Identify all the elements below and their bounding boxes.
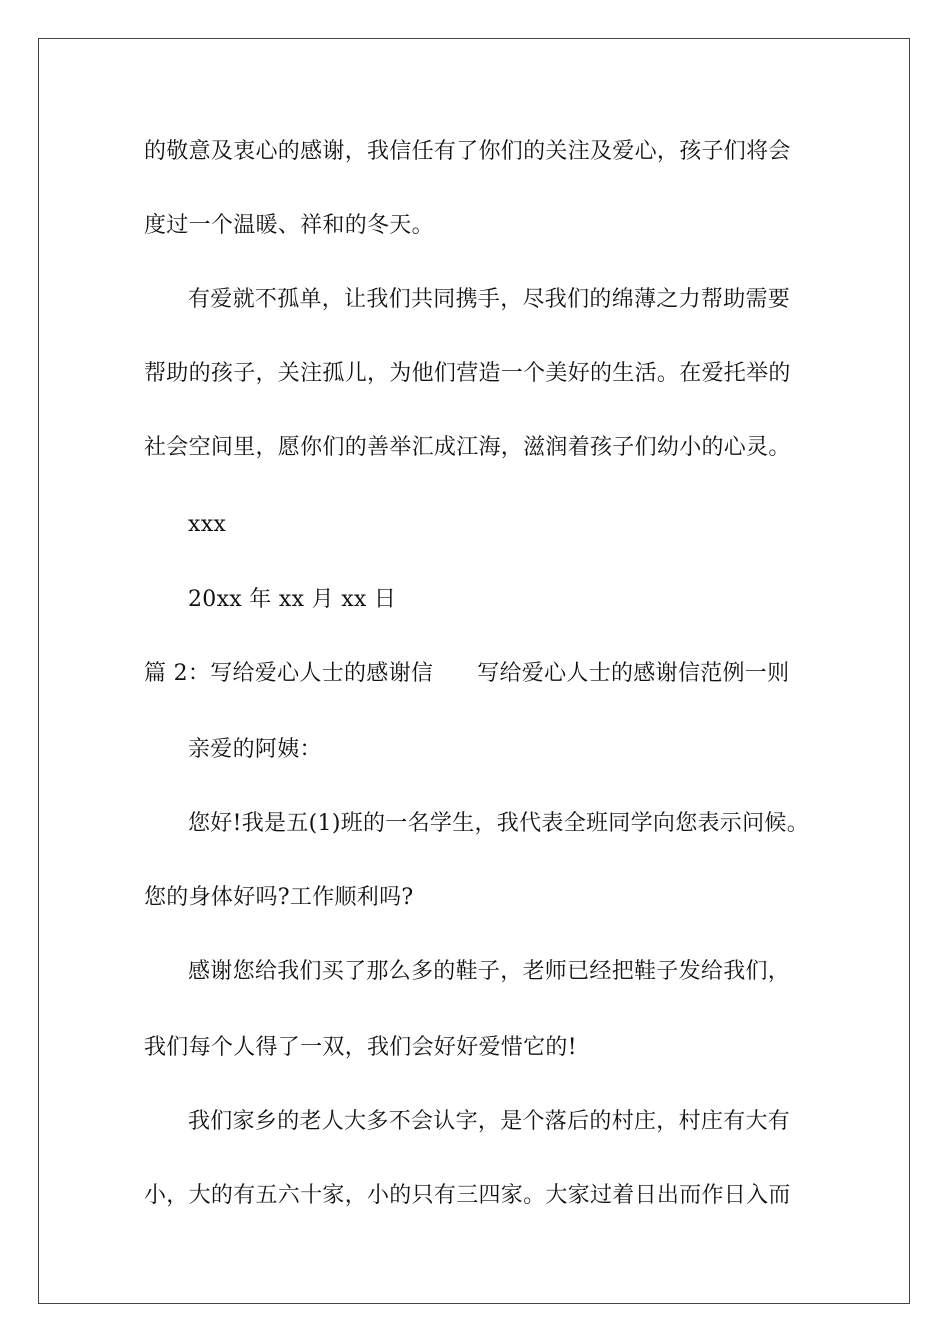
- section-subtitle: 写给爱心人士的感谢信范例一则: [477, 661, 790, 686]
- paragraph-line: 小，大的有五六十家，小的只有三四家。大家过着日出而作日入而: [144, 1183, 791, 1208]
- paragraph-line: 帮助的孩子，关注孤儿，为他们营造一个美好的生活。在爱托举的: [144, 361, 791, 386]
- salutation: 亲爱的阿姨：: [188, 737, 322, 762]
- signature-date: 20xx 年 xx 月 xx 日: [188, 587, 397, 612]
- paragraph-line: 我们家乡的老人大多不会认字，是个落后的村庄，村庄有大有: [188, 1109, 791, 1134]
- section-heading: [144, 660, 789, 688]
- paragraph-line: 您的身体好吗?工作顺利吗?: [144, 885, 414, 910]
- paragraph-line: 您好!我是五(1)班的一名学生，我代表全班同学向您表示问候。: [188, 811, 810, 836]
- paragraph-line: 有爱就不孤单，让我们共同携手，尽我们的绵薄之力帮助需要: [188, 287, 791, 312]
- paragraph-line: 社会空间里，愿你们的善举汇成江海，滋润着孩子们幼小的心灵。: [144, 435, 791, 460]
- paragraph-line: 感谢您给我们买了那么多的鞋子，老师已经把鞋子发给我们，: [188, 959, 791, 984]
- paragraph-line: 我们每个人得了一双，我们会好好爱惜它的!: [144, 1035, 577, 1060]
- paragraph-line: 的敬意及衷心的感谢，我信任有了你们的关注及爱心，孩子们将会: [144, 139, 791, 164]
- signature-name: xxx: [188, 512, 227, 537]
- paragraph-line: 度过一个温暖、祥和的冬天。: [144, 213, 434, 238]
- section-title: 篇 2：写给爱心人士的感谢信: [144, 661, 434, 686]
